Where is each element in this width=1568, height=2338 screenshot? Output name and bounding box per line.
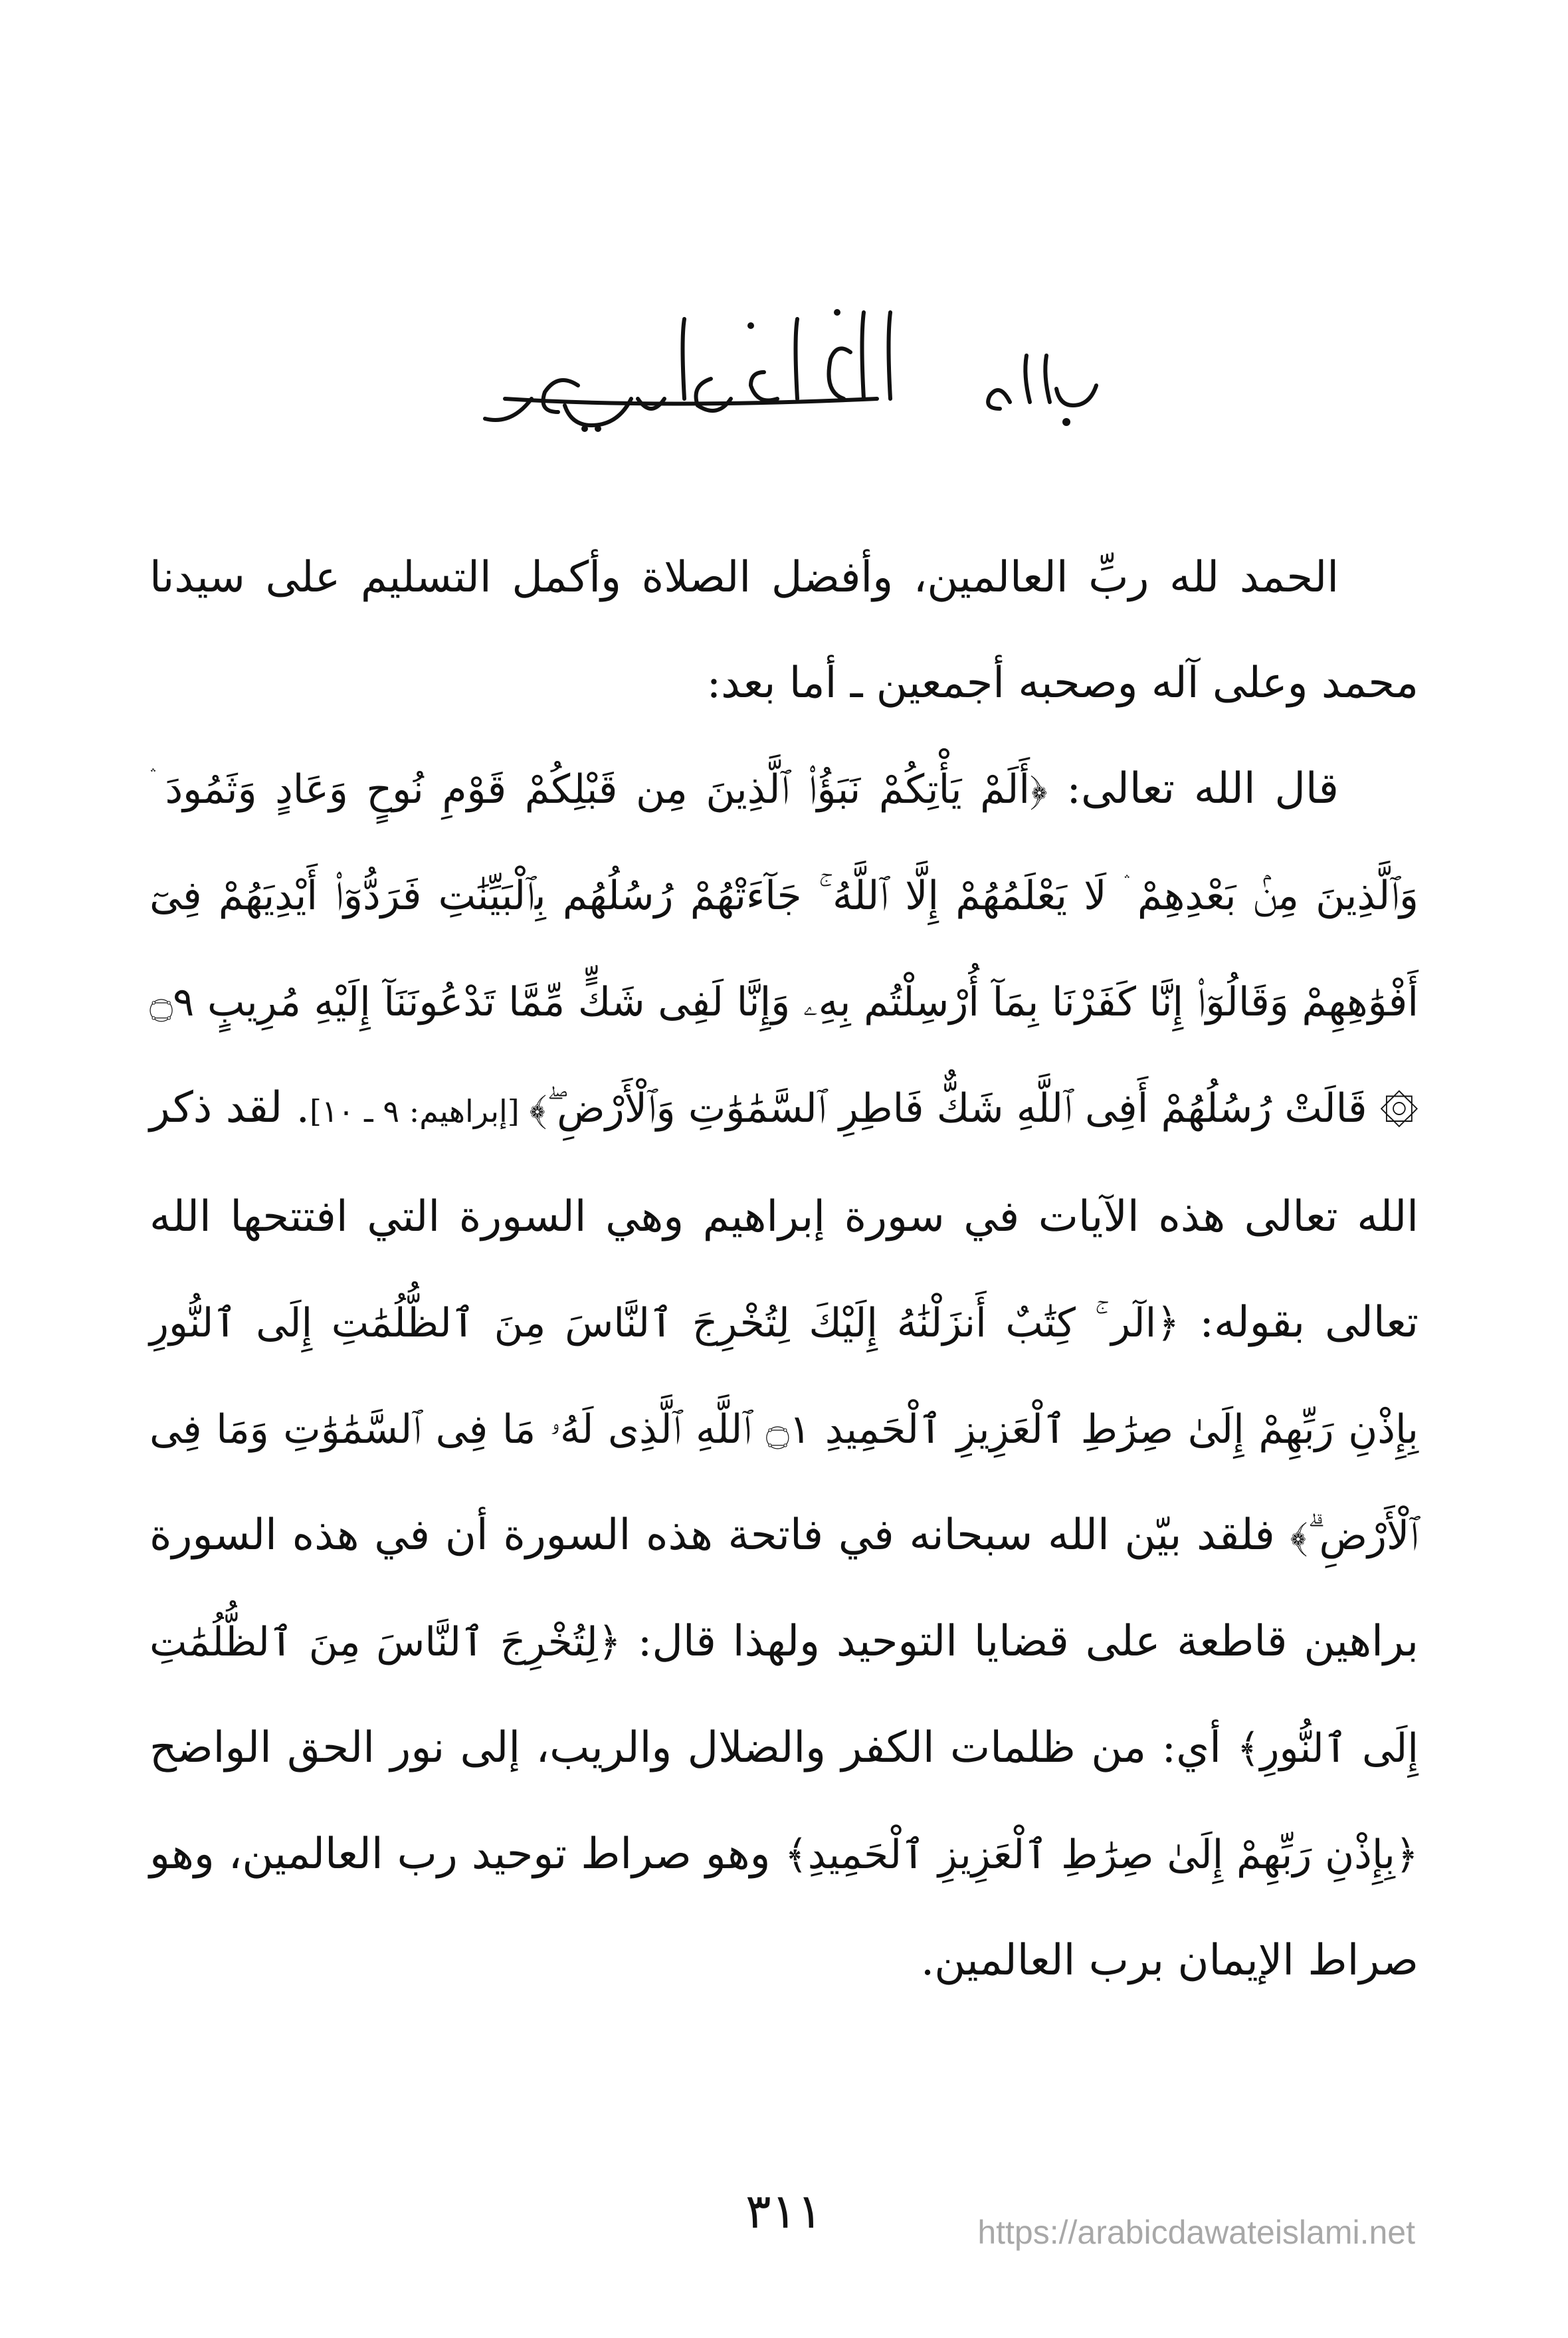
opening-paragraph: الحمد لله ربِّ العالمين، وأفضل الصلاة وأكمل التسليم على سيدنا محمد وعلى آله وصحبه أجمعين ـ أما بعد:	[149, 553, 1419, 708]
closing-text: وهو صراط توحيد رب العالمين، وهو صراط الإيمان برب العالمين.	[149, 1830, 1419, 1985]
body-paragraph	[149, 736, 1419, 2014]
intro-text: قال الله تعالى:	[1047, 764, 1339, 813]
quran-verse: ﴿لِتُخْرِجَ ٱلنَّاسَ مِنَ ٱلظُّلُمَٰتِ إِلَى ٱلنُّورِ﴾	[149, 1619, 1419, 1772]
commentary-text: . لقد ذكر الله تعالى هذه الآيات في سورة إبراهيم وهي السورة التي افتتحها الله تعالى بقوله:	[149, 1083, 1419, 1347]
quran-verse: ﴿بِإِذْنِ رَبِّهِمْ إِلَىٰ صِرَٰطِ ٱلْعَزِيزِ ٱلْحَمِيدِ﴾	[784, 1832, 1419, 1878]
commentary-text: فلقد بيّن الله سبحانه في فاتحة هذه السورة أن في هذه السورة براهين قاطعة على قضايا التوحيد ولهذا قال:	[149, 1511, 1419, 1666]
page-number: ٣١١	[745, 2183, 823, 2239]
basmala-calligraphy	[465, 286, 1129, 459]
quran-verse: ﴿أَلَمْ يَأْتِكُمْ نَبَؤُا۟ ٱلَّذِينَ مِن قَبْلِكُمْ قَوْمِ نُوحٍ وَعَادٍ وَثَمُودَ ۛ وَٱلَّذِينَ مِنۢ بَعْدِهِمْ ۛ لَا يَعْلَمُهُمْ إِلَّا ٱللَّهُ ۚ جَآءَتْهُمْ رُسُلُهُم بِٱلْبَيِّنَٰتِ فَرَدُّوٓا۟ أَيْدِيَهُمْ فِىٓ أَفْوَٰهِهِمْ وَقَالُوٓا۟ إِنَّا كَفَرْنَا بِمَآ أُرْسِلْتُم بِهِۦ وَإِنَّا لَفِى شَكٍّ مِّمَّا تَدْعُونَنَآ إِلَيْهِ مُرِيبٍ ۝٩ ۞ قَالَتْ رُسُلُهُمْ أَفِى ٱللَّهِ شَكٌّ فَاطِرِ ٱلسَّمَٰوَٰتِ وَٱلْأَرْضِ ۖ﴾	[149, 766, 1419, 1132]
watermark-url: https://arabicdawateislami.net	[977, 2214, 1415, 2251]
verse-reference: [إبراهيم: ٩ ـ ١٠]	[310, 1093, 530, 1129]
quran-verse: ﴿الٓر ۚ كِتَٰبٌ أَنزَلْنَٰهُ إِلَيْكَ لِتُخْرِجَ ٱلنَّاسَ مِنَ ٱلظُّلُمَٰتِ إِلَى ٱلنُّورِ بِإِذْنِ رَبِّهِمْ إِلَىٰ صِرَٰطِ ٱلْعَزِيزِ ٱلْحَمِيدِ ۝١ ٱللَّهِ ٱلَّذِى لَهُۥ مَا فِى ٱلسَّمَٰوَٰتِ وَمَا فِى ٱلْأَرْضِ ۗ﴾	[149, 1300, 1419, 1559]
basmala-calligraphy-icon	[465, 286, 1129, 459]
commentary-text: أي: من ظلمات الكفر والضلال والريب، إلى نور الحق الواضح	[149, 1723, 1237, 1772]
main-text	[149, 525, 1419, 2014]
